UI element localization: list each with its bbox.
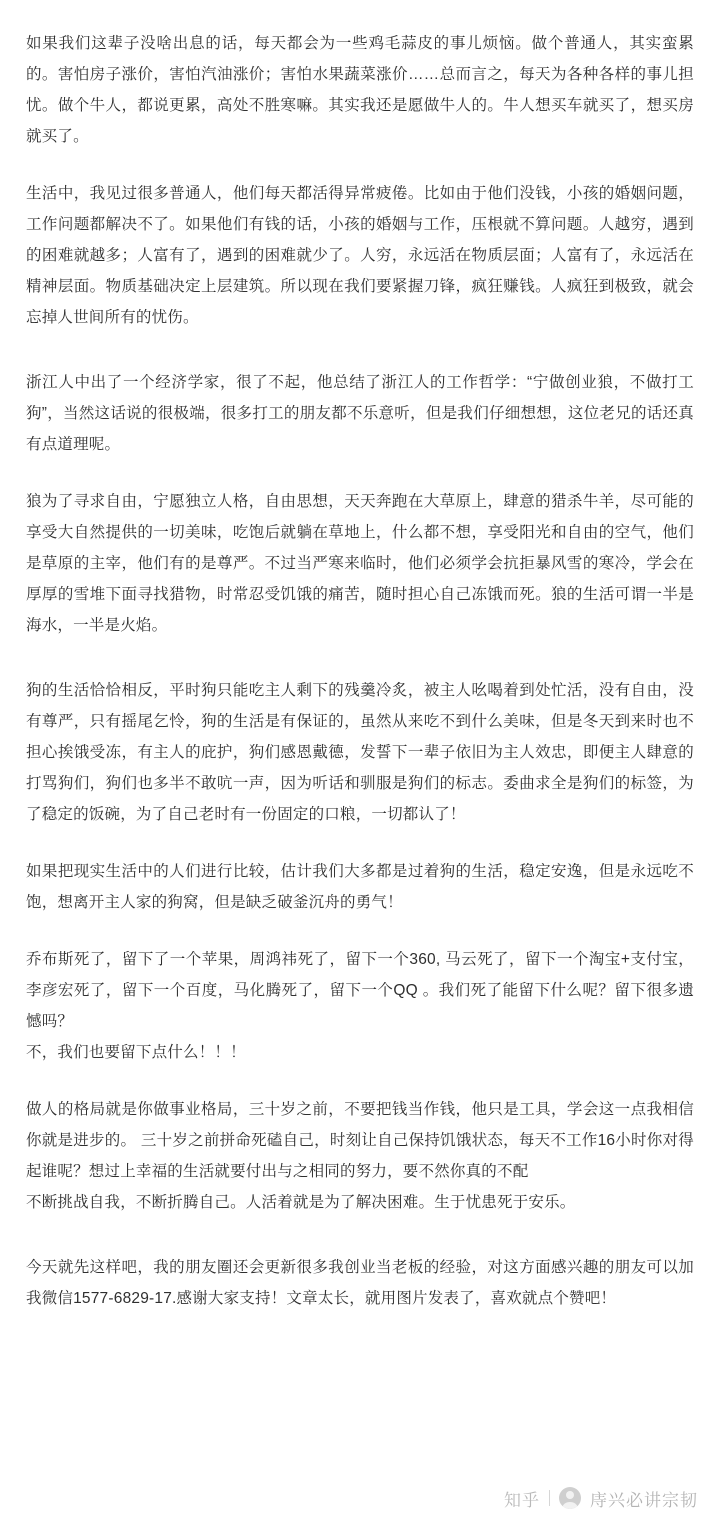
watermark <box>504 1486 698 1511</box>
avatar <box>559 1487 581 1509</box>
zhihu-logo: 知乎 <box>504 1490 540 1510</box>
author-name: 庤兴必讲宗韧 <box>590 1490 698 1510</box>
article-paragraph: 做人的格局就是你做事业格局，三十岁之前，不要把钱当作钱，他只是工具，学会这一点我相信你就是进步的。 三十岁之前拼命死磕自己，时刻让自己保持饥饿状态，每天不工作16小时你对得起谁呢？想过上幸福的生活就要付出与之相同的努力，要不然你真的不配 <box>26 1101 694 1180</box>
article-paragraph: 生活中，我见过很多普通人，他们每天都活得异常疲倦。比如由于他们没钱，小孩的婚姻问题，工作问题都解决不了。如果他们有钱的话，小孩的婚姻与工作，压根就不算问题。人越穷，遇到的困难就越多；人富有了，遇到的困难就少了。人穷，永远活在物质层面；人富有了，永远活在精神层面。物质基础决定上层建筑。所以现在我们要紧握刀锋，疯狂赚钱。人疯狂到极致，就会忘掉人世间所有的忧伤。 <box>26 185 694 326</box>
article-paragraph: 乔布斯死了，留下了一个苹果，周鸿祎死了，留下一个360, 马云死了，留下一个淘宝+支付宝，李彦宏死了，留下一个百度，马化腾死了，留下一个QQ 。我们死了能留下什么呢？留下很多遗憾吗？ <box>26 951 694 1030</box>
footer-watermark-bar <box>0 1467 720 1529</box>
article-paragraph: 不，我们也要留下点什么！！！ <box>26 1044 246 1061</box>
article-paragraph: 如果我们这辈子没啥出息的话，每天都会为一些鸡毛蒜皮的事儿烦恼。做个普通人，其实蛮累的。害怕房子涨价，害怕汽油涨价；害怕水果蔬菜涨价……总而言之，每天为各种各样的事儿担忧。做个牛人，都说更累，高处不胜寒嘛。其实我还是愿做牛人的。牛人想买车就买了，想买房就买了。 <box>26 35 694 145</box>
article-paragraph: 今天就先这样吧，我的朋友圈还会更新很多我创业当老板的经验，对这方面感兴趣的朋友可以加我微信1577-6829-17.感谢大家支持！文章太长，就用图片发表了，喜欢就点个赞吧！ <box>26 1259 694 1307</box>
bottom-spacer <box>26 1340 694 1412</box>
divider <box>549 1490 550 1506</box>
article-paragraph: 狗的生活恰恰相反，平时狗只能吃主人剩下的残羹冷炙，被主人吆喝着到处忙活，没有自由，没有尊严，只有摇尾乞怜，狗的生活是有保证的，虽然从来吃不到什么美味，但是冬天到来时也不担心挨饿受冻，有主人的庇护，狗们感恩戴德，发誓下一辈子依旧为主人效忠，即便主人肆意的打骂狗们，狗们也多半不敢吭一声，因为听话和驯服是狗们的标志。委曲求全是狗们的标签，为了稳定的饭碗，为了自己老时有一份固定的口粮，一切都认了！ <box>26 682 694 823</box>
article-paragraph: 如果把现实生活中的人们进行比较，估计我们大多都是过着狗的生活，稳定安逸，但是永远吃不饱，想离开主人家的狗窝，但是缺乏破釜沉舟的勇气！ <box>26 863 694 911</box>
article-paragraph: 浙江人中出了一个经济学家，很了不起，他总结了浙江人的工作哲学：“宁做创业狼，不做打工狗”，当然这话说的很极端，很多打工的朋友都不乐意听，但是我们仔细想想，这位老兄的话还真有点道理呢。 <box>26 374 694 453</box>
article-paragraph: 狼为了寻求自由，宁愿独立人格，自由思想，天天奔跑在大草原上，肆意的猎杀牛羊，尽可能的享受大自然提供的一切美味，吃饱后就躺在草地上，什么都不想，享受阳光和自由的空气，他们是草原的主宰，他们有的是尊严。不过当严寒来临时，他们必须学会抗拒暴风雪的寒冷，学会在厚厚的雪堆下面寻找猎物，时常忍受饥饿的痛苦，随时担心自己冻饿而死。狼的生活可谓一半是海水，一半是火焰。 <box>26 493 694 634</box>
article-paragraph: 不断挑战自我，不断折腾自己。人活着就是为了解决困难。生于忧患死于安乐。 <box>26 1194 576 1211</box>
